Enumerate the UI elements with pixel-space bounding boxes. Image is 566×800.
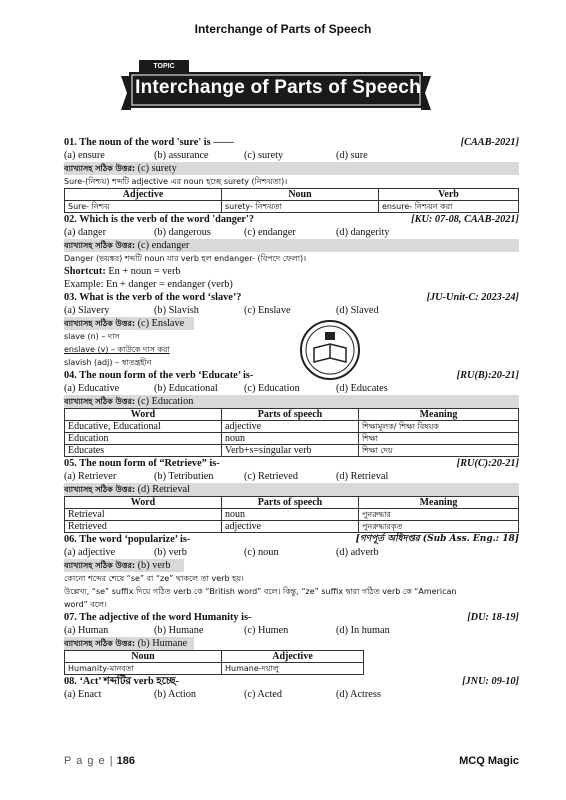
table-header: Parts of speech [222,497,359,509]
answer-bar [64,317,194,330]
table-cell: adjective [222,521,359,533]
option-c: (c) Enslave [244,305,291,316]
option-d: (d) Educates [336,383,388,394]
question-source: [CAAB-2021] [460,137,519,148]
table-cell: Educative, Educational [65,421,222,433]
option-c: (c) Retrieved [244,471,299,482]
table-header: Verb [379,189,519,201]
option-c: (c) Education [244,383,300,394]
explanation-text: word” বলে। [64,600,107,609]
question-5 [64,457,519,470]
option-c: (c) surety [244,150,284,161]
question-4 [64,369,519,382]
shortcut-text: En + noun = verb [108,266,181,277]
page-header: Interchange of Parts of Speech [194,22,372,36]
question-text: 02. Which is the verb of the word 'danger'? [64,214,255,225]
table-cell: শিক্ষা দেয় [359,445,519,457]
topic-tag: TOPIC [153,63,175,70]
question-text: 08. ‘Act’ শব্দটির verb হচ্ছে- [64,676,179,687]
parts-table [64,408,519,457]
question-7 [64,611,519,624]
option-a: (a) adjective [64,547,116,558]
question-8 [64,675,519,688]
option-b: (b) verb [154,547,187,558]
table-row [65,521,519,533]
page-number: 186 [116,755,135,767]
option-a: (a) Slavery [64,305,110,316]
options-row [64,382,519,395]
option-a: (a) Human [64,625,109,636]
answer-label: ব্যাখ্যাসহ সঠিক উত্তর: [64,485,136,494]
table-header: Adjective [65,189,222,201]
question-3 [64,291,519,304]
table-header: Adjective [222,651,364,663]
option-b: (b) dangerous [154,227,211,238]
question-list [64,136,519,701]
option-b: (b) assurance [154,150,209,161]
brand-name: MCQ Magic [459,755,519,767]
explanation-text: slavish (adj) – স্বাতন্ত্রহীন [64,358,152,367]
watermark-stamp [298,318,362,382]
answer-value: (d) Retrieval [137,484,190,495]
options-row [64,304,519,317]
table-row [65,445,519,457]
options-row [64,546,519,559]
question-text: 06. The word ‘popularize’ is- [64,534,191,545]
explanation-text: উল্লেখ্য, “se” suffix দিয়ে গঠিত verb কে “British word” বলে। কিন্তু, “ze” suffix দ্বারা গঠিত verb কে “American [64,587,457,596]
table-header: Noun [222,189,379,201]
question-source: [DU: 18-19] [467,612,519,623]
table-row [65,663,364,675]
table-header: Parts of speech [222,409,359,421]
option-a: (a) ensure [64,150,105,161]
option-b: (b) Action [154,689,197,700]
table-cell: Humane-দয়ালু [222,663,364,675]
option-d: (d) Retrieval [336,471,389,482]
question-text: 05. The noun form of “Retrieve” is- [64,458,220,469]
question-source: [KU: 07-08, CAAB-2021] [411,214,519,225]
answer-bar [64,559,184,572]
option-d: (d) sure [336,150,368,161]
option-d: (d) dangerity [336,227,390,238]
answer-bar [64,637,194,650]
option-d: (d) In human [336,625,390,636]
option-c: (c) endanger [244,227,296,238]
answer-label: ব্যাখ্যাসহ সঠিক উত্তর: [64,319,136,328]
options-row [64,688,519,701]
question-source: [গণপূর্ত অধিদপ্তর (Sub Ass. Eng.: 18] [355,534,519,544]
answer-value: (b) verb [137,560,171,571]
options-row [64,624,519,637]
table-cell: Humanity-মানবতা [65,663,222,675]
answer-bar [64,483,519,496]
table-header: Word [65,497,222,509]
table-header: Word [65,409,222,421]
table-cell: ensure- নিশ্চয়ন করা [379,201,519,213]
shortcut-line [64,265,519,278]
table-cell: adjective [222,421,359,433]
explanation-text: কোনো শব্দের শেষে “se” বা “ze” থাকলে তা verb হয়। [64,574,244,583]
question-text: 01. The noun of the word 'sure' is —— [64,137,234,148]
table-cell: noun [222,509,359,521]
table-cell: Verb+s=singular verb [222,445,359,457]
answer-value: (c) surety [137,163,177,174]
option-c: (c) noun [244,547,279,558]
option-a: (a) Educative [64,383,120,394]
table-cell: Sure- নিশ্চয় [65,201,222,213]
option-d: (d) adverb [336,547,379,558]
answer-label: ব্যাখ্যাসহ সঠিক উত্তর: [64,397,136,406]
table-header: Noun [65,651,222,663]
shortcut-label: Shortcut: [64,266,106,277]
answer-label: ব্যাখ্যাসহ সঠিক উত্তর: [64,164,136,173]
table-header: Meaning [359,409,519,421]
table-cell: Retrieved [65,521,222,533]
question-6 [64,533,519,546]
page-footer [64,755,519,767]
option-d: (d) Actress [336,689,381,700]
explanation-text: enslave (v) – কাউকে দাস করা [64,345,170,354]
table-cell: পুনরুদ্ধার [359,509,519,521]
explanation-text: Danger (ভয়ঙ্কর) শব্দটি noun যার verb হল endanger- (বিপদে ফেলা)। [64,254,307,263]
table-cell: noun [222,433,359,445]
answer-bar [64,239,519,252]
table-row [65,509,519,521]
explanation-text: slave (n) – দাস [64,332,120,341]
option-a: (a) Enact [64,689,102,700]
option-c: (c) Acted [244,689,283,700]
question-source: [JNU: 09-10] [462,676,519,687]
table-row [65,201,519,213]
question-2 [64,213,519,226]
answer-label: ব্যাখ্যাসহ সঠিক উত্তর: [64,561,136,570]
options-row [64,149,519,162]
banner-title: Interchange of Parts of Speech [135,77,421,98]
option-b: (b) Slavish [154,305,199,316]
option-c: (c) Humen [244,625,289,636]
answer-value: (b) Humane [137,638,188,649]
question-source: [RU(C):20-21] [456,458,519,469]
parts-table [64,496,519,533]
parts-table [64,650,364,675]
table-row [65,421,519,433]
question-text: 03. What is the verb of the word ‘slave’? [64,292,242,303]
table-cell: শিক্ষামূলক/ শিক্ষা বিষয়ক [359,421,519,433]
answer-value: (c) endanger [137,240,190,251]
option-b: (b) Tetributien [154,471,214,482]
answer-label: ব্যাখ্যাসহ সঠিক উত্তর: [64,241,136,250]
question-text: 04. The noun form of the verb ‘Educate’ is- [64,370,254,381]
question-text: 07. The adjective of the word Humanity is- [64,612,252,623]
example-line: Example: En + danger = endanger (verb) [64,279,233,290]
answer-value: (c) Education [137,396,194,407]
table-header: Meaning [359,497,519,509]
table-cell: Educates [65,445,222,457]
table-cell: surety- নিশ্চয়তা [222,201,379,213]
option-b: (b) Humane [154,625,204,636]
option-b: (b) Educational [154,383,218,394]
table-row [65,433,519,445]
options-row [64,470,519,483]
parts-table [64,188,519,213]
answer-bar [64,162,519,175]
options-row [64,226,519,239]
table-cell: Retrieval [65,509,222,521]
book-logo-icon [298,318,362,382]
answer-value: (c) Enslave [137,318,185,329]
option-a: (a) danger [64,227,107,238]
page-label: P a g e | [64,755,114,767]
answer-label: ব্যাখ্যাসহ সঠিক উত্তর: [64,639,136,648]
answer-bar [64,395,519,408]
option-d: (d) Slaved [336,305,379,316]
table-cell: Education [65,433,222,445]
option-a: (a) Retriever [64,471,117,482]
explanation-text: Sure-(নিশ্চয়) শব্দটি adjective এর noun হচ্ছে surety (নিশ্চয়তা)। [64,177,288,186]
table-cell: পুনরুদ্ধারকৃত [359,521,519,533]
question-source: [JU-Unit-C: 2023-24] [426,292,519,303]
topic-banner [117,58,435,120]
question-1 [64,136,519,149]
question-source: [RU(B):20-21] [456,370,519,381]
table-cell: শিক্ষা [359,433,519,445]
